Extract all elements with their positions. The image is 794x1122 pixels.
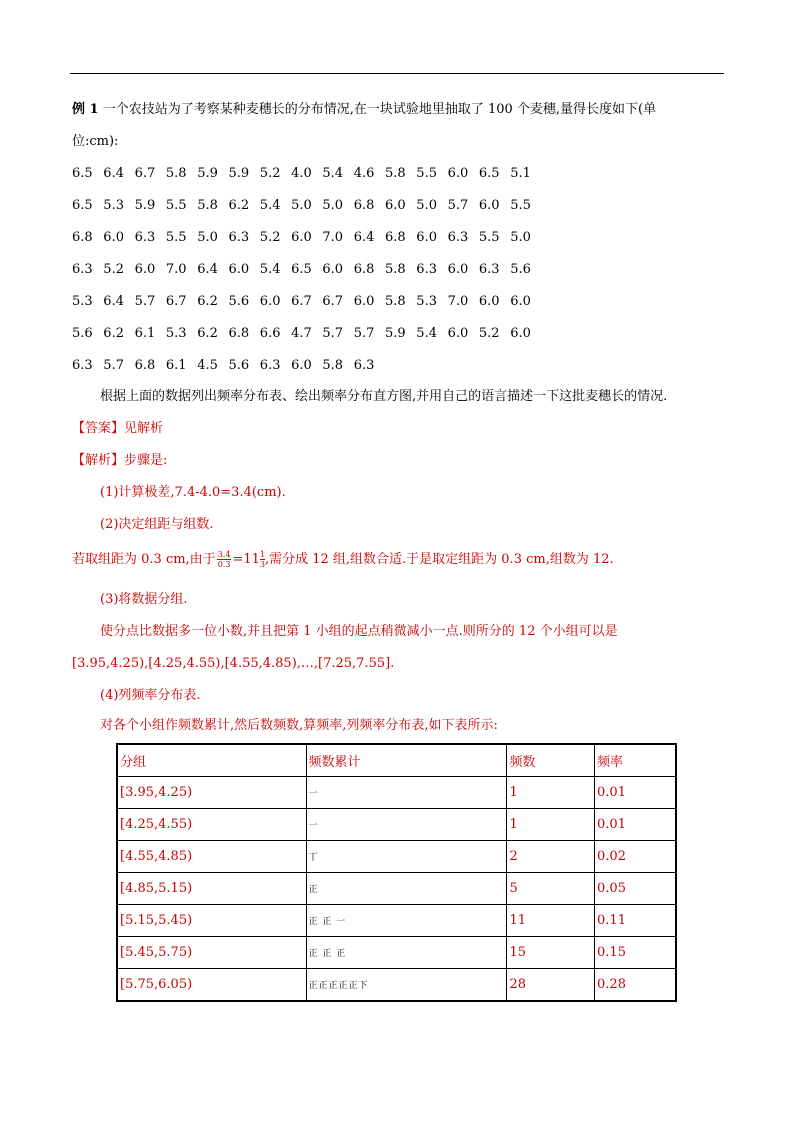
data-value: 6.0 [259, 294, 281, 309]
tally-marks: 正 正 一 [308, 917, 347, 927]
mixed-denominator: 3 [259, 560, 265, 569]
step-3-text: 使分点比数据多一位小数,并且把第 1 小组的起点稍微减小一点.则所分的 12 个小组可以是 [100, 624, 618, 639]
data-value: 5.0 [291, 198, 312, 213]
cell-group: [4.85,5.15) [117, 873, 306, 905]
cell-count: 28 [507, 969, 595, 1002]
data-value: 6.4 [103, 294, 124, 309]
data-value: 6.0 [322, 262, 344, 277]
data-value: 6.0 [385, 198, 406, 213]
step-2-text-b: ,需分成 12 组,组数合适.于是取定组距为 0.3 cm,组数为 12. [264, 552, 614, 567]
data-value: 5.6 [228, 294, 250, 309]
data-value: 7.0 [165, 262, 187, 277]
cell-tally [306, 969, 507, 1002]
cell-count: 1 [507, 809, 595, 841]
frequency-table [116, 743, 677, 1002]
data-value: 6.8 [353, 198, 375, 213]
data-value: 5.7 [103, 358, 124, 373]
problem-text-1: 一个农技站为了考察某种麦穗长的分布情况,在一块试验地里抽取了 100 个麦穗,量得长度如下(单 [102, 102, 657, 117]
data-value: 6.7 [322, 294, 344, 309]
data-value: 6.3 [416, 262, 437, 277]
data-value: 5.2 [259, 166, 281, 181]
data-value: 5.9 [228, 166, 250, 181]
data-value: 5.9 [385, 326, 406, 341]
table-row [117, 841, 676, 873]
cell-tally [306, 873, 507, 905]
step-2-text [72, 550, 614, 569]
data-value: 5.9 [197, 166, 218, 181]
cell-group: [5.15,5.45) [117, 905, 306, 937]
data-value: 6.3 [72, 358, 93, 373]
step-4: (4)列频率分布表. [100, 688, 201, 703]
data-value: 5.5 [478, 230, 500, 245]
table-row [117, 809, 676, 841]
problem-line-1 [72, 102, 656, 118]
data-value: 5.2 [259, 230, 281, 245]
data-value: 6.4 [197, 262, 218, 277]
data-value: 6.2 [228, 198, 250, 213]
data-value: 5.4 [259, 262, 281, 277]
data-value: 5.0 [510, 230, 531, 245]
table-header-row [117, 744, 676, 777]
data-value: 5.6 [228, 358, 250, 373]
fraction-numerator: 3.4 [217, 550, 231, 559]
step-3: (3)将数据分组. [100, 592, 188, 607]
cell-tally [306, 905, 507, 937]
data-value: 5.8 [165, 166, 187, 181]
data-value: 7.0 [322, 230, 344, 245]
data-value: 6.3 [134, 230, 156, 245]
data-value: 5.9 [134, 198, 156, 213]
data-value: 5.5 [165, 230, 187, 245]
data-value: 5.8 [322, 358, 344, 373]
step-2-equals: =11 [232, 552, 260, 567]
data-value: 6.2 [197, 294, 218, 309]
header-frequency: 频率 [595, 744, 676, 777]
task-text: 根据上面的数据列出频率分布表、绘出频率分布直方图,并用自己的语言描述一下这批麦穗长的情况. [100, 389, 668, 404]
data-value: 6.0 [134, 262, 156, 277]
data-value: 6.5 [72, 166, 93, 181]
data-value: 6.8 [72, 230, 93, 245]
data-value: 6.0 [291, 358, 312, 373]
data-value: 6.5 [291, 262, 312, 277]
data-value: 6.3 [353, 358, 375, 373]
cell-tally [306, 841, 507, 873]
mixed-numerator: 1 [259, 550, 265, 559]
data-value: 6.0 [353, 294, 375, 309]
data-value: 6.0 [478, 198, 500, 213]
cell-group: [4.25,4.55) [117, 809, 306, 841]
data-value: 4.0 [291, 166, 312, 181]
data-value: 6.7 [165, 294, 187, 309]
data-value: 5.5 [510, 198, 531, 213]
answer-label: 【答案】见解析 [72, 421, 164, 436]
cell-count: 11 [507, 905, 595, 937]
data-value: 6.7 [134, 166, 156, 181]
data-value: 6.1 [134, 326, 156, 341]
step-2-text-a: 若取组距为 0.3 cm,由于 [72, 552, 216, 567]
data-value: 6.0 [510, 326, 531, 341]
tally-marks: 一 [308, 789, 319, 799]
data-value: 5.2 [103, 262, 124, 277]
data-value: 5.4 [416, 326, 437, 341]
problem-line-2: 位:cm): [72, 134, 119, 149]
data-value: 6.8 [353, 262, 375, 277]
table-row [117, 905, 676, 937]
step-1: (1)计算极差,7.4-4.0=3.4(cm). [100, 485, 286, 500]
header-group: 分组 [117, 744, 306, 777]
tally-marks: 正 [308, 885, 319, 895]
data-value: 6.3 [72, 262, 93, 277]
data-value: 5.4 [259, 198, 281, 213]
step-3-groups: [3.95,4.25),[4.25,4.55),[4.55,4.85),…,[7.25,7.55]. [72, 656, 395, 671]
data-value: 6.0 [478, 294, 500, 309]
data-value: 5.3 [103, 198, 124, 213]
data-value: 6.8 [385, 230, 406, 245]
cell-frequency: 0.15 [595, 937, 676, 969]
data-value: 5.5 [416, 166, 437, 181]
data-value: 5.8 [385, 166, 406, 181]
data-value: 6.0 [291, 230, 312, 245]
data-value: 5.3 [72, 294, 93, 309]
analysis-label: 【解析】步骤是: [72, 453, 168, 468]
data-value: 6.0 [510, 294, 531, 309]
tally-marks: 正正正正正下 [308, 981, 369, 991]
problem-label: 例 1 [72, 102, 99, 117]
data-value: 6.2 [103, 326, 124, 341]
data-value: 4.5 [197, 358, 218, 373]
cell-count: 2 [507, 841, 595, 873]
data-value: 5.7 [447, 198, 469, 213]
data-value: 5.6 [510, 262, 531, 277]
data-value: 6.3 [478, 262, 500, 277]
data-value: 4.7 [291, 326, 312, 341]
data-value: 6.3 [259, 358, 281, 373]
data-value: 6.3 [447, 230, 469, 245]
cell-frequency: 0.01 [595, 809, 676, 841]
cell-frequency: 0.11 [595, 905, 676, 937]
cell-group: [5.45,5.75) [117, 937, 306, 969]
data-value: 6.5 [72, 198, 93, 213]
cell-group: [3.95,4.25) [117, 777, 306, 809]
data-value: 6.8 [228, 326, 250, 341]
data-value: 6.4 [103, 166, 124, 181]
data-value: 7.0 [447, 294, 469, 309]
tally-marks: 正 正 正 [308, 949, 347, 959]
data-value: 5.7 [134, 294, 156, 309]
header-tally: 频数累计 [306, 744, 507, 777]
data-value: 5.7 [322, 326, 344, 341]
data-value: 5.0 [416, 198, 437, 213]
data-value: 5.2 [478, 326, 500, 341]
data-value: 6.0 [103, 230, 124, 245]
cell-frequency: 0.01 [595, 777, 676, 809]
table-row [117, 777, 676, 809]
data-value: 6.1 [165, 358, 187, 373]
data-value: 5.6 [72, 326, 93, 341]
data-value: 5.4 [322, 166, 344, 181]
cell-count: 1 [507, 777, 595, 809]
data-value: 5.0 [197, 230, 218, 245]
data-value: 6.8 [134, 358, 156, 373]
cell-group: [4.55,4.85) [117, 841, 306, 873]
cell-tally [306, 777, 507, 809]
tally-marks: 一 [308, 821, 319, 831]
step-2: (2)决定组距与组数. [100, 517, 214, 532]
data-value: 5.8 [197, 198, 218, 213]
fraction [217, 550, 232, 569]
data-value: 6.0 [447, 262, 469, 277]
data-value: 6.0 [228, 262, 250, 277]
data-value: 6.0 [447, 166, 469, 181]
data-value: 4.6 [353, 166, 375, 181]
cell-group: [5.75,6.05) [117, 969, 306, 1002]
table-row [117, 969, 676, 1002]
data-value: 5.8 [385, 294, 406, 309]
cell-tally [306, 937, 507, 969]
cell-tally [306, 809, 507, 841]
cell-frequency: 0.05 [595, 873, 676, 905]
table-row [117, 873, 676, 905]
data-value: 5.8 [385, 262, 406, 277]
table-row [117, 937, 676, 969]
fraction-denominator: 0.3 [217, 560, 231, 569]
data-value: 6.2 [197, 326, 218, 341]
data-value: 5.7 [353, 326, 375, 341]
step-4-text: 对各个小组作频数累计,然后数频数,算频率,列频率分布表,如下表所示: [100, 718, 498, 733]
data-value: 6.6 [259, 326, 281, 341]
tally-marks: 丅 [308, 853, 319, 863]
data-value: 5.1 [510, 166, 531, 181]
cell-count: 5 [507, 873, 595, 905]
data-value: 5.0 [322, 198, 344, 213]
data-value: 5.3 [165, 326, 187, 341]
cell-frequency: 0.02 [595, 841, 676, 873]
data-value: 6.5 [478, 166, 500, 181]
data-value: 5.3 [416, 294, 437, 309]
data-value: 6.7 [291, 294, 312, 309]
data-value: 5.5 [165, 198, 187, 213]
header-rule [70, 73, 724, 74]
data-value: 6.3 [228, 230, 250, 245]
cell-count: 15 [507, 937, 595, 969]
data-value: 6.0 [416, 230, 437, 245]
data-value: 6.4 [353, 230, 375, 245]
cell-frequency: 0.28 [595, 969, 676, 1002]
header-count: 频数 [507, 744, 595, 777]
data-value: 6.0 [447, 326, 469, 341]
